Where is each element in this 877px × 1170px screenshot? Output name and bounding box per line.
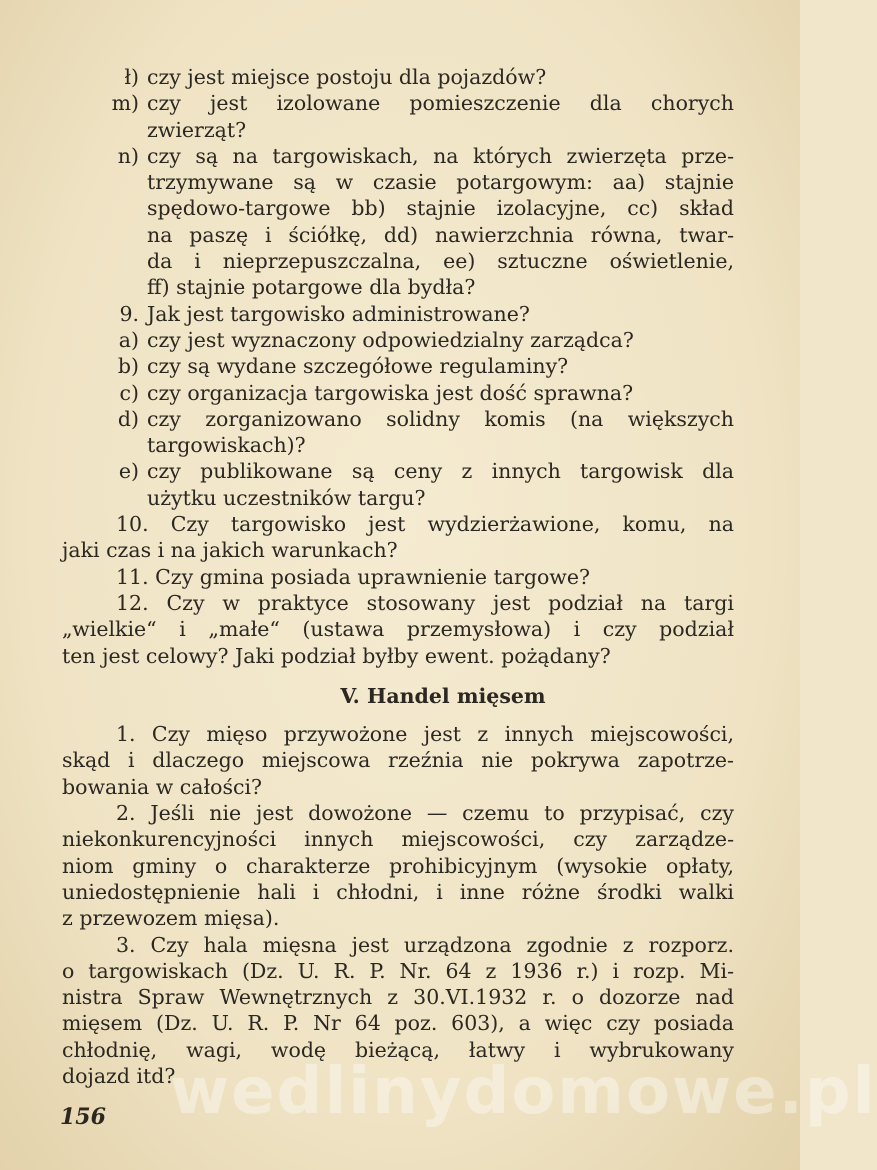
text-line: bowania w całości? [62, 774, 263, 799]
text-line: trzymywane są w czasie potargowym: aa) stajnie [147, 170, 734, 195]
page-number: 156 [60, 1104, 106, 1130]
text-line: 12. Czy w praktyce stosowany jest podział na targi [116, 590, 734, 615]
item-marker: m) [111, 91, 139, 116]
text-line: dojazd itd? [62, 1063, 176, 1088]
paragraph [62, 564, 734, 590]
question-paragraphs [62, 511, 734, 669]
text-line: niekonkurencyjności innych miejscowości, czy zarządze- [62, 827, 734, 852]
list-item [62, 458, 734, 511]
text-line: 3. Czy hala mięsna jest urządzona zgodnie z rozporz. [116, 932, 734, 957]
section-paragraphs [62, 721, 734, 1089]
list-item [62, 327, 734, 353]
list-item [62, 301, 734, 327]
text-line: chłodnię, wagi, wodę bieżącą, łatwy i wybrukowany [62, 1037, 734, 1062]
text-line: z przewozem mięsa). [62, 906, 280, 931]
item-marker: b) [117, 354, 139, 379]
text-line: ff) stajnie potargowe dla bydła? [147, 275, 476, 300]
text-line: jaki czas i na jakich warunkach? [62, 538, 398, 563]
question-list [62, 64, 734, 511]
text-line: targowiskach)? [147, 433, 306, 458]
text-line: czy jest miejsce postoju dla pojazdów? [147, 65, 547, 89]
text-line: „wielkie“ i „małe“ (ustawa przemysłowa) i czy podział [62, 617, 734, 642]
watermark: wedlinydomowe.pl [170, 1055, 877, 1129]
text-line: czy zorganizowano solidny komis (na większych [147, 406, 734, 431]
text-line: spędowo-targowe bb) stajnie izolacyjne, cc) skład [147, 196, 734, 221]
text-line: mięsem (Dz. U. R. P. Nr 64 poz. 603), a więc czy posiada [62, 1011, 734, 1036]
text-line: da i nieprzepuszczalna, ee) sztuczne oświetlenie, [147, 249, 734, 274]
list-item [62, 64, 734, 90]
list-item [62, 380, 734, 406]
list-item [62, 143, 734, 301]
text-line: czy są wydane szczegółowe regulaminy? [147, 354, 569, 379]
item-marker: d) [117, 406, 139, 431]
text-line: skąd i dlaczego miejscowa rzeźnia nie pokrywa zapotrze- [62, 748, 734, 773]
item-marker: e) [118, 459, 139, 484]
text-line: uniedostępnienie hali i chłodni, i inne różne środki walki [62, 879, 734, 904]
text-line: czy są na targowiskach, na których zwierzęta prze- [147, 143, 734, 168]
text-line: niom gminy o charakterze prohibicyjnym (wysokie opłaty, [62, 853, 734, 878]
text-line: na paszę i ściółkę, dd) nawierzchnia równa, twar- [147, 222, 734, 247]
text-line: czy organizacja targowiska jest dość sprawna? [147, 380, 634, 405]
list-item [62, 90, 734, 143]
text-line: 1. Czy mięso przywożone jest z innych miejscowości, [116, 722, 734, 747]
item-marker: 9. [119, 301, 139, 326]
text-line: zwierząt? [147, 117, 247, 142]
paragraph [62, 590, 734, 669]
text-line: 10. Czy targowisko jest wydzierżawione, komu, na [116, 512, 734, 537]
text-line: użytku uczestników targu? [147, 485, 426, 510]
text-line: nistra Spraw Wewnętrznych z 30.VI.1932 r. o dozorze nad [62, 985, 734, 1010]
paragraph [62, 511, 734, 564]
item-marker: c) [119, 380, 139, 405]
text-line: czy jest izolowane pomieszczenie dla chorych [147, 91, 734, 116]
item-marker: n) [117, 143, 139, 168]
list-item [62, 353, 734, 379]
text-line: ten jest celowy? Jaki podział byłby ewent. pożądany? [62, 643, 611, 668]
paragraph [62, 721, 734, 800]
list-item [62, 406, 734, 459]
section-heading: V. Handel mięsem [340, 683, 546, 708]
text-line: 11. Czy gmina posiada uprawnienie targowe? [116, 564, 590, 589]
text-line: Jak jest targowisko administrowane? [147, 301, 530, 326]
text-line: czy publikowane są ceny z innych targowisk dla [147, 459, 734, 484]
text-line: czy jest wyznaczony odpowiedzialny zarządca? [147, 327, 634, 352]
text-line: o targowiskach (Dz. U. R. P. Nr. 64 z 1936 r.) i rozp. Mi- [62, 958, 734, 983]
item-marker: a) [118, 327, 139, 352]
paragraph [62, 800, 734, 931]
text-line: 2. Jeśli nie jest dowożone — czemu to przypisać, czy [116, 801, 734, 826]
page-text [62, 64, 734, 1089]
item-marker: ł) [124, 65, 139, 89]
